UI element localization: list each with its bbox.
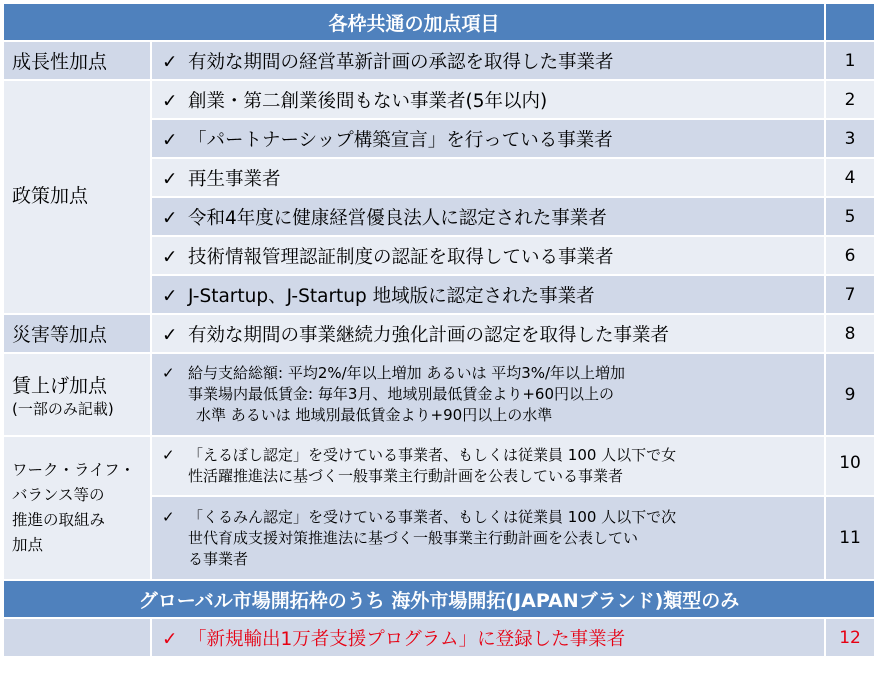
item-text: 技術情報管理認証制度の認証を取得している事業者 xyxy=(188,246,614,268)
table-title: 各枠共通の加点項目 xyxy=(4,4,824,40)
item-number: 6 xyxy=(826,237,874,274)
item-text: 有効な期間の経営革新計画の承認を取得した事業者 xyxy=(188,51,614,73)
check-icon: ✓ xyxy=(162,324,178,346)
item-12 xyxy=(152,619,824,656)
check-icon: ✓ xyxy=(162,364,175,382)
item-number: 1 xyxy=(826,42,874,79)
item-text: 「新規輸出1万者支援プログラム」に登録した事業者 xyxy=(188,628,626,650)
table-header-row xyxy=(4,4,874,40)
check-icon: ✓ xyxy=(162,168,178,190)
item-text: 「パートナーシップ構築宣言」を行っている事業者 xyxy=(188,129,613,151)
table-row xyxy=(4,81,874,118)
table-row xyxy=(4,42,874,79)
item-4 xyxy=(152,159,824,196)
check-icon: ✓ xyxy=(162,628,178,650)
category-wage-note: (一部のみ記載) xyxy=(12,399,114,418)
category-wage xyxy=(4,354,150,435)
header-corner xyxy=(826,4,874,40)
item-3 xyxy=(152,120,824,157)
category-wage-main: 賃上げ加点 xyxy=(12,374,108,397)
check-icon: ✓ xyxy=(162,246,178,268)
check-icon: ✓ xyxy=(162,51,178,73)
item-1 xyxy=(152,42,824,79)
item-11: ✓ 「くるみん認定」を受けている事業者、もしくは従業員 100 人以下で次 世代育成支援対策推進法に基づく一般事業主行動計画を公表してい る事業者 xyxy=(152,497,824,579)
table-row xyxy=(4,437,874,495)
item-number: 4 xyxy=(826,159,874,196)
check-icon: ✓ xyxy=(162,285,178,307)
item-number: 11 xyxy=(826,497,874,579)
item-number: 5 xyxy=(826,198,874,235)
check-icon: ✓ xyxy=(162,129,178,151)
item-7 xyxy=(152,276,824,313)
global-header-row xyxy=(4,581,874,617)
table-row xyxy=(4,619,874,656)
item-number: 7 xyxy=(826,276,874,313)
table-row xyxy=(4,354,874,435)
item-number: 10 xyxy=(826,437,874,495)
item-10: ✓ 「えるぼし認定」を受けている事業者、もしくは従業員 100 人以下で女 性活躍推進法に基づく一般事業主行動計画を公表している事業者 xyxy=(152,437,824,495)
category-empty xyxy=(4,619,150,656)
category-policy: 政策加点 xyxy=(4,81,150,313)
item-5 xyxy=(152,198,824,235)
item-text: 創業・第二創業後間もない事業者(5年以内) xyxy=(188,90,548,112)
item-2 xyxy=(152,81,824,118)
category-worklife: ワーク・ライフ・ バランス等の 推進の取組み 加点 xyxy=(4,437,150,579)
check-icon: ✓ xyxy=(162,207,178,229)
item-9: ✓ 給与支給総額: 平均2%/年以上増加 あるいは 平均3%/年以上増加 事業場内最低賃金: 毎年3月、地域別最低賃金より+60円以上の 水準 あるいは 地域別最低賃金より+90円以上の水準 xyxy=(152,354,824,435)
item-number: 8 xyxy=(826,315,874,352)
item-number: 2 xyxy=(826,81,874,118)
item-6 xyxy=(152,237,824,274)
item-text: 有効な期間の事業継続力強化計画の認定を取得した事業者 xyxy=(188,324,670,346)
item-text: 再生事業者 xyxy=(188,168,281,190)
item-text: J-Startup、J-Startup 地域版に認定された事業者 xyxy=(188,285,595,307)
item-text: 令和4年度に健康経営優良法人に認定された事業者 xyxy=(188,207,607,229)
category-growth: 成長性加点 xyxy=(4,42,150,79)
check-icon: ✓ xyxy=(162,90,178,112)
item-number: 3 xyxy=(826,120,874,157)
global-section-title: グローバル市場開拓枠のうち 海外市場開拓(JAPANブランド)類型のみ xyxy=(4,581,874,617)
item-8 xyxy=(152,315,824,352)
table-row xyxy=(4,315,874,352)
category-disaster: 災害等加点 xyxy=(4,315,150,352)
bonus-points-table xyxy=(2,2,876,658)
check-icon: ✓ xyxy=(162,446,175,464)
check-icon: ✓ xyxy=(162,507,175,526)
item-number: 9 xyxy=(826,354,874,435)
item-number: 12 xyxy=(826,619,874,656)
